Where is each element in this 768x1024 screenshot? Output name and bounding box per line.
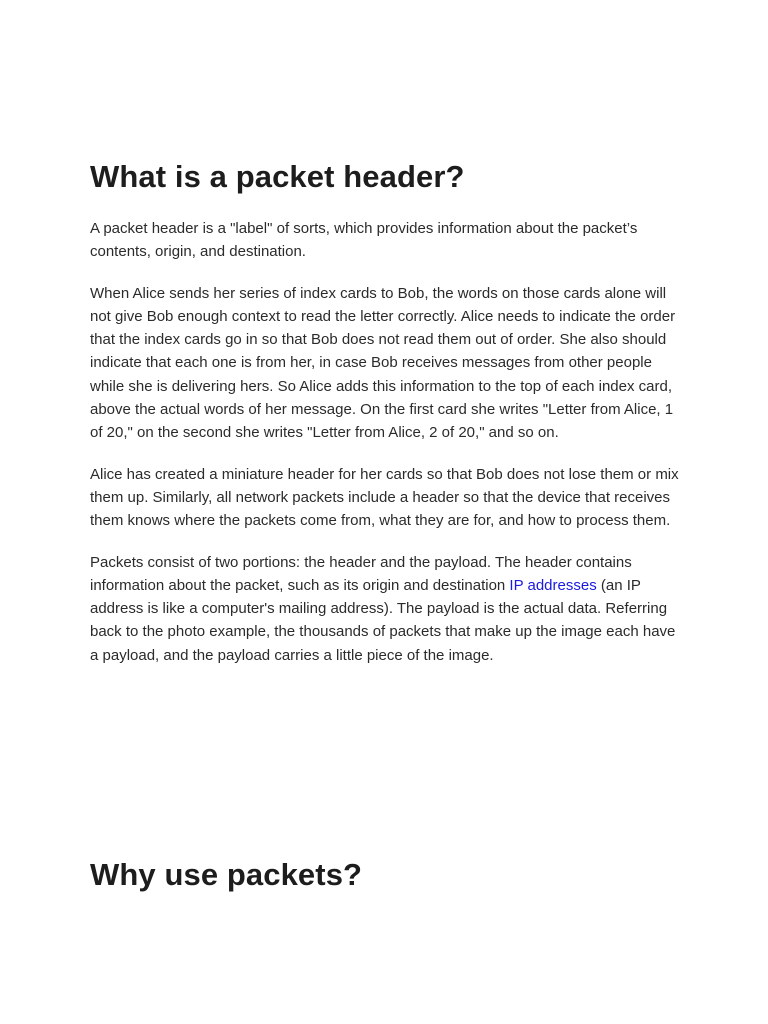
paragraph-header-payload-text-2: (an IP address is like a computer's mailing address). The payload is the actual data. Referring back to the photo example, the thousands of packets that make up the image each have a payload, and the payload carries a little piece of the image. bbox=[90, 576, 676, 664]
section-body-packet-header bbox=[90, 217, 680, 685]
paragraph-header-payload bbox=[90, 551, 680, 667]
paragraph-intro: A packet header is a "label" of sorts, which provides information about the packet’s contents, origin, and destination. bbox=[90, 220, 638, 261]
paragraph-header-payload-text-1: Packets consist of two portions: the header and the payload. The header contains information about the packet, such as its origin and destination bbox=[90, 553, 632, 594]
paragraph-alice-cards: When Alice sends her series of index cards to Bob, the words on those cards alone will not give Bob enough context to read the letter correctly. Alice needs to indicate the order that the index cards go in so that Bob does not read them out of order. She also should indicate that each one is from her, in case Bob receives messages from other people while she is delivering hers. So Alice adds this information to the top of each index card, above the actual words of her message. On the first card she writes "Letter from Alice, 1 of 20," on the second she writes "Letter from Alice, 2 of 20," and so on. bbox=[90, 284, 676, 442]
section-title-packet-header: What is a packet header? bbox=[90, 159, 465, 194]
ip-addresses-link[interactable]: IP addresses bbox=[509, 576, 597, 594]
section-title-why-use-packets: Why use packets? bbox=[90, 857, 363, 892]
paragraph-miniature-header: Alice has created a miniature header for her cards so that Bob does not lose them or mix them up. Similarly, all network packets include a header so that the device that receives them knows where the packets come from, what they are for, and how to process them. bbox=[90, 465, 679, 530]
